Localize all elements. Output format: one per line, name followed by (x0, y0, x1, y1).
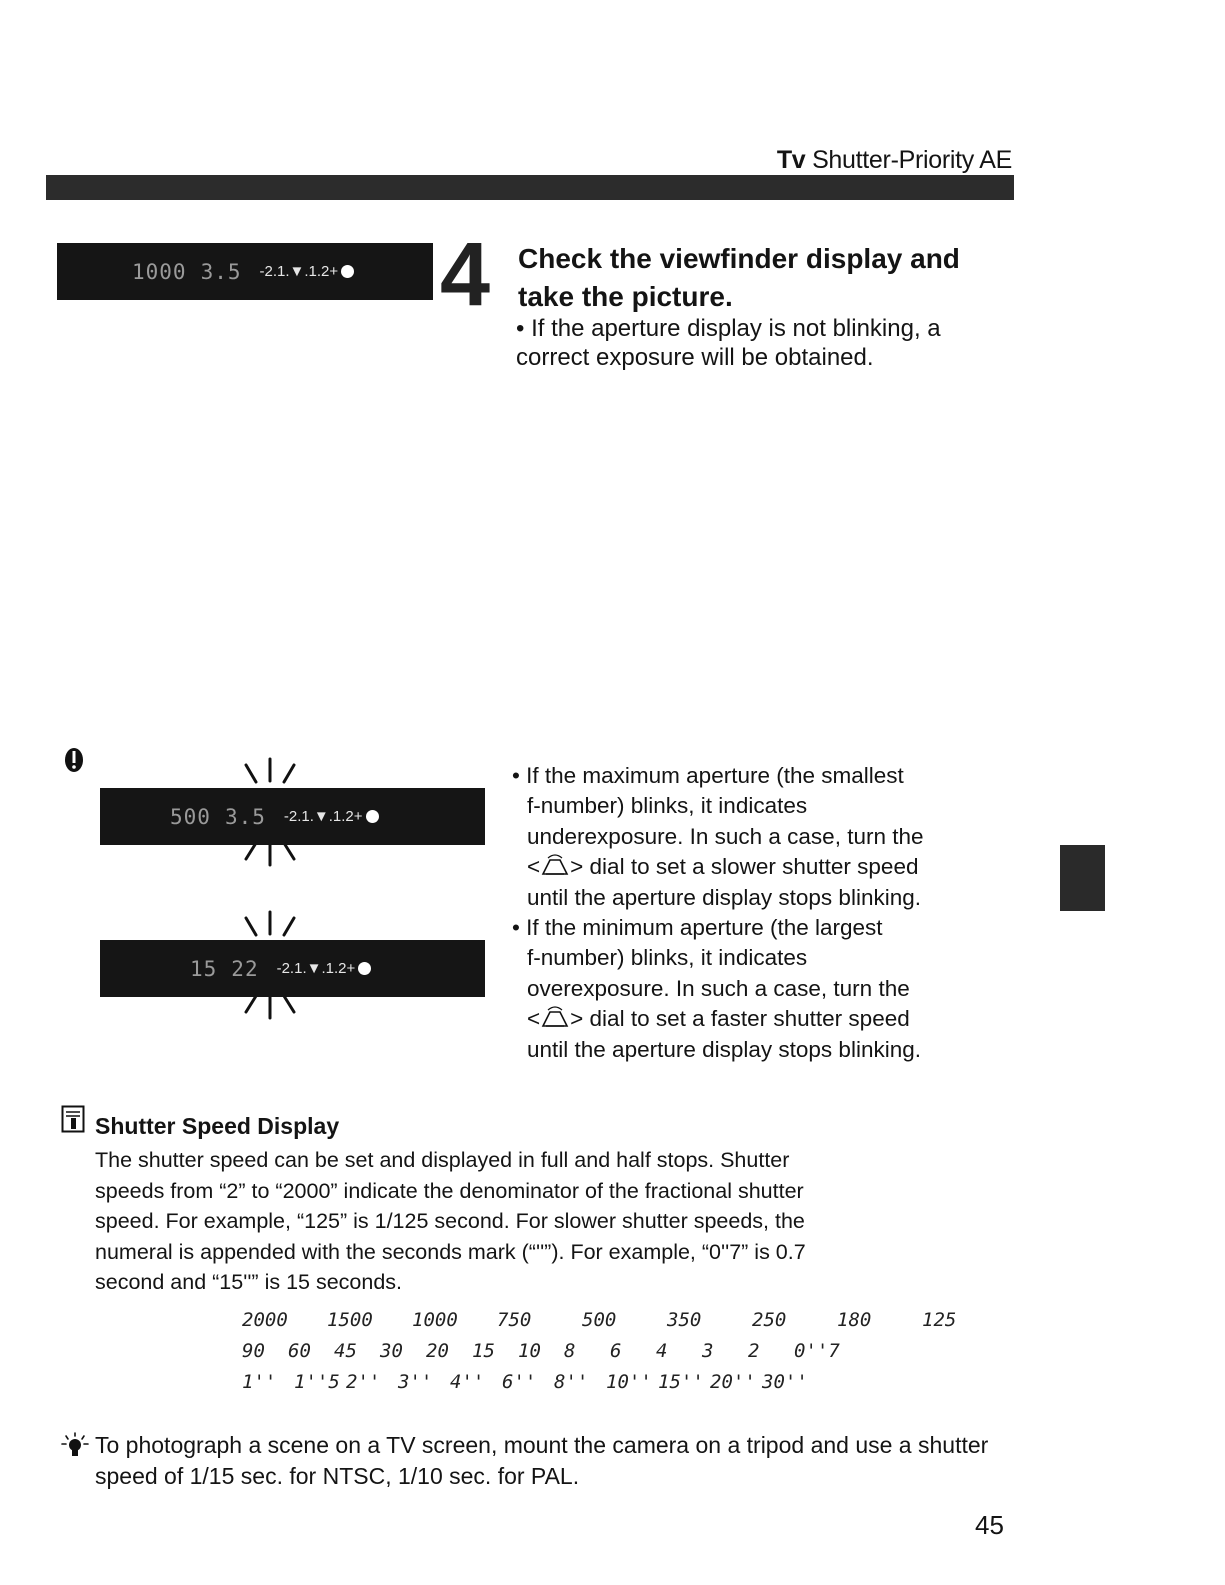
note-line: < > dial to set a faster shutter speed (527, 1006, 910, 1032)
shutter-speed-value: 750 (497, 1309, 532, 1331)
step-number: 4 (440, 225, 491, 325)
shutter-speed-value: 6'' (502, 1371, 537, 1393)
lcd-exposure-scale: -2.1.▼.1.2+ (276, 960, 356, 977)
shutter-speed-value: 250 (752, 1309, 787, 1331)
chapter-tab (1060, 845, 1105, 911)
shutter-speed-row (242, 1305, 1007, 1336)
shutter-speed-value: 30 (380, 1340, 403, 1362)
shutter-speed-value: 10'' (606, 1371, 652, 1393)
shutter-speed-value: 20'' (710, 1371, 756, 1393)
main-dial-icon (540, 1006, 570, 1028)
section-title: Shutter Speed Display (95, 1113, 340, 1139)
note-line: underexposure. In such a case, turn the (527, 823, 924, 849)
memo-icon (61, 1105, 85, 1133)
note-line: until the aperture display stops blinking. (527, 884, 921, 910)
shutter-speed-value: 6 (610, 1340, 622, 1362)
lcd-exposure-scale: -2.1.▼.1.2+ (259, 263, 339, 280)
shutter-speed-value: 15 (472, 1340, 495, 1362)
note-line-text: dial to set a faster shutter speed (589, 1006, 910, 1032)
shutter-speed-value: 2'' (346, 1371, 381, 1393)
shutter-speed-value: 8'' (554, 1371, 589, 1393)
shutter-speed-value: 30'' (762, 1371, 808, 1393)
underexposure-note (512, 761, 1012, 913)
shutter-speed-row (242, 1367, 1007, 1398)
shutter-speed-table (242, 1305, 1007, 1398)
text-line: speeds from “2” to “2000” indicate the denominator of the fractional shutter (95, 1178, 804, 1203)
header-title: Shutter-Priority AE (812, 146, 1012, 174)
shutter-speed-value: 1000 (412, 1309, 458, 1331)
shutter-speed-value: 2 (748, 1340, 760, 1362)
text-line: second and “15''” is 15 seconds. (95, 1270, 403, 1294)
viewfinder-display-overexposure (100, 940, 485, 997)
main-dial-icon (540, 854, 570, 876)
note-line: < > dial to set a slower shutter speed (527, 854, 919, 880)
shutter-speed-value: 60 (288, 1340, 311, 1362)
note-line: • If the maximum aperture (the smallest (512, 763, 904, 788)
focus-confirm-icon (341, 265, 354, 278)
shutter-speed-value: 4'' (450, 1371, 485, 1393)
text-line: speed. For example, “125” is 1/125 second. For slower shutter speeds, the (95, 1209, 805, 1233)
text-line: numeral is appended with the seconds mark (“''”). For example, “0''7” is 0.7 (95, 1239, 806, 1264)
page-number: 45 (975, 1510, 1004, 1540)
shutter-speed-value: 3'' (398, 1371, 433, 1393)
shutter-speed-value: 500 (582, 1309, 617, 1331)
page-header (777, 146, 1012, 175)
note-line: • If the minimum aperture (the largest (512, 915, 883, 940)
shutter-speed-value: 350 (667, 1309, 702, 1331)
shutter-speed-value: 45 (334, 1340, 357, 1362)
shutter-speed-value: 20 (426, 1340, 449, 1362)
tip-text: To photograph a scene on a TV screen, mount the camera on a tripod and use a shutter speed of 1/15 sec. for NTSC, 1/10 sec. for PAL. (95, 1432, 989, 1489)
lcd-exposure-scale: -2.1.▼.1.2+ (283, 808, 363, 825)
lcd-aperture: 3.5 (200, 259, 242, 284)
lcd-shutter-speed: 15 (190, 956, 218, 981)
shutter-speed-value: 1''5 (294, 1371, 340, 1393)
viewfinder-display-main (57, 243, 433, 300)
text-line: The shutter speed can be set and displayed in full and half stops. Shutter (95, 1148, 790, 1172)
shutter-speed-value: 3 (702, 1340, 714, 1362)
overexposure-note (512, 913, 1012, 1065)
header-rule (46, 175, 1014, 200)
shutter-speed-value: 180 (837, 1309, 872, 1331)
lcd-aperture: 22 (231, 956, 259, 981)
note-line: overexposure. In such a case, turn the (527, 975, 910, 1001)
shutter-speed-row (242, 1336, 1007, 1367)
shutter-speed-value: 4 (656, 1340, 668, 1362)
shutter-speed-value: 125 (922, 1309, 957, 1331)
note-line: f-number) blinks, it indicates (527, 945, 808, 971)
shutter-speed-value: 15'' (658, 1371, 704, 1393)
shutter-speed-value: 1'' (242, 1371, 277, 1393)
focus-confirm-icon (366, 810, 379, 823)
lcd-shutter-speed: 1000 (132, 259, 187, 284)
viewfinder-display-underexposure (100, 788, 485, 845)
step-title: Check the viewfinder display and take the picture. (518, 243, 960, 312)
shutter-speed-value: 1500 (327, 1309, 373, 1331)
mode-label: Tv (776, 146, 806, 174)
note-line-text: dial to set a slower shutter speed (589, 854, 919, 880)
note-line: until the aperture display stops blinking. (527, 1036, 921, 1062)
shutter-speed-value: 0''7 (794, 1340, 840, 1362)
step-bullet: • If the aperture display is not blinking, a correct exposure will be obtained. (516, 315, 941, 371)
shutter-speed-value: 10 (518, 1340, 541, 1362)
tip-lightbulb-icon (60, 1432, 90, 1458)
shutter-display-text (95, 1145, 1015, 1298)
shutter-speed-value: 90 (242, 1340, 265, 1362)
shutter-speed-value: 2000 (242, 1309, 288, 1331)
lcd-shutter-speed: 500 (170, 804, 211, 829)
caution-icon (62, 745, 86, 775)
note-line: f-number) blinks, it indicates (527, 793, 808, 819)
shutter-speed-value: 8 (564, 1340, 576, 1362)
focus-confirm-icon (358, 962, 371, 975)
lcd-aperture: 3.5 (224, 804, 266, 829)
